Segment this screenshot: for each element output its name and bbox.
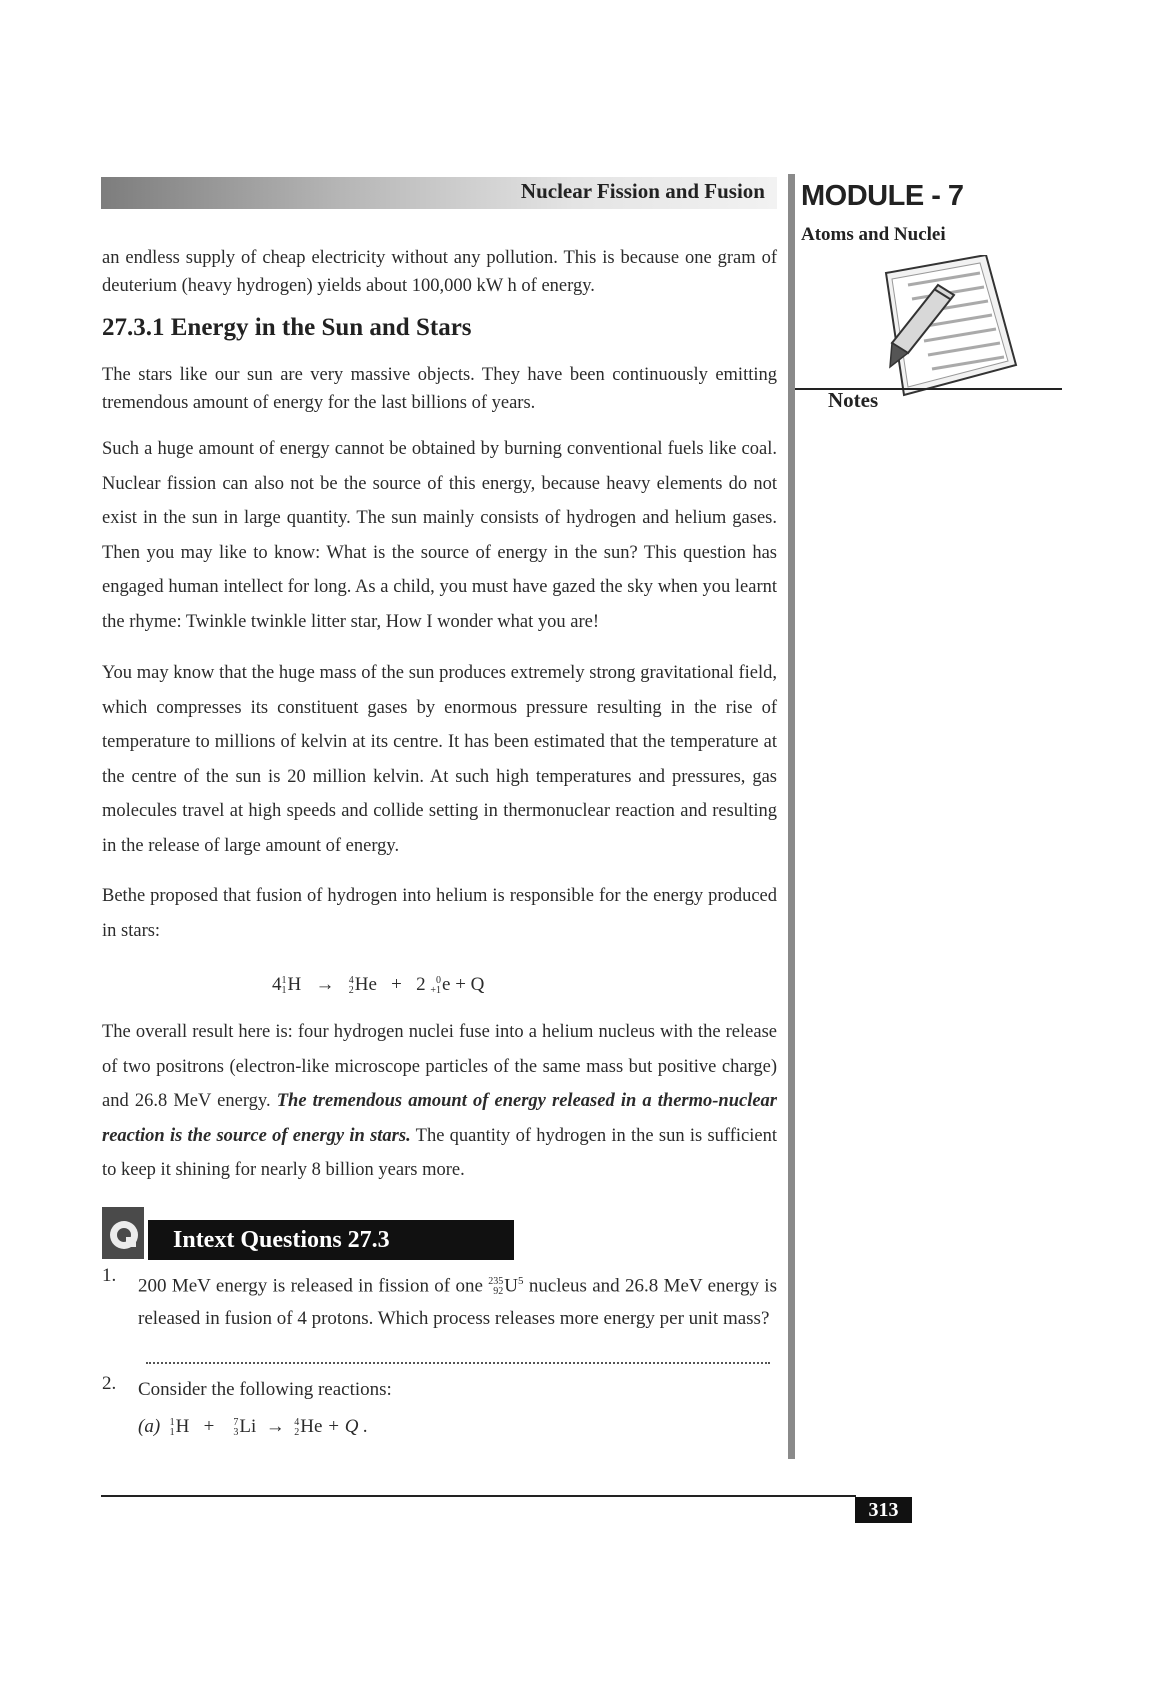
question-2-number: 2. — [102, 1373, 117, 1394]
module-subtitle: Atoms and Nuclei — [801, 224, 946, 245]
paragraph-2: Such a huge amount of energy cannot be obtained by burning conventional fuels like coal. Nuclear fission can also not be the source of this energy, because heavy elements do not exist in the sun in large quantity. The sun mainly consists of hydrogen and helium gases. Then you may like to know: What is the source of energy in the sun? This question has engaged human intellect for long. As a child, you must have gazed the sky when you learnt the rhyme: Twinkle twinkle litter star, How I wonder what you are! — [102, 439, 777, 632]
paragraph-5: The overall result here is: four hydrogen nuclei fuse into a helium nucleus with the release of two positrons (electron-like microscope particles of the same mass but positive charge) and 26.8 MeV energy. The tremendous amount of energy released in a thermo-nuclear reaction is the source of energy in stars. The quantity of hydrogen in the sun is sufficient to keep it shining for nearly 8 billion years more. — [102, 1022, 777, 1181]
footer-rule — [101, 1495, 856, 1497]
paragraph-3: You may know that the huge mass of the sun produces extremely strong gravitational field, which compresses its constituent gases by enormous pressure resulting in the rise of temperature to millions of kelvin at its centre. It has been estimated that the temperature at the centre of the sun is 20 million kelvin. At such high temperatures and pressures, gas molecules travel at high speeds and collide setting in thermonuclear reaction and resulting in the release of large amount of energy. — [102, 663, 777, 856]
emphasis-text: The tremendous amount of energy released in a thermo-nuclear reaction is the source of energy in stars. — [102, 1091, 777, 1146]
module-title: MODULE - 7 — [801, 180, 964, 212]
answer-line[interactable] — [146, 1362, 770, 1364]
question-icon — [102, 1207, 144, 1259]
running-header — [101, 177, 777, 209]
question-2: Consider the following reactions: — [138, 1379, 392, 1400]
notes-label: Notes — [828, 388, 879, 412]
margin-divider — [788, 174, 795, 1459]
notes-pencil-icon — [868, 255, 1028, 415]
intro-paragraph: an endless supply of cheap electricity without any pollution. This is because one gram of deuterium (heavy hydrogen) yields about 100,000 kW h of energy. — [102, 248, 777, 296]
question-1-number: 1. — [102, 1265, 117, 1286]
fusion-equation: 4 1 1 H → 4 2 He + 2 0 +1 e + Q — [272, 974, 485, 996]
running-header-title: Nuclear Fission and Fusion — [520, 179, 765, 203]
intext-questions-title: Intext Questions 27.3 — [148, 1220, 514, 1260]
paragraph-1: The stars like our sun are very massive objects. They have been continuously emitting tremendous amount of energy for the last billions of years. — [102, 365, 777, 413]
question-1: 200 MeV energy is released in fission of one 235 92 $U^5$ nucleus and 26.8 MeV energy is released in fusion of 4 protons. Which process releases more energy per unit mass? — [138, 1275, 777, 1330]
page-number: 313 — [855, 1497, 912, 1523]
paragraph-4: Bethe proposed that fusion of hydrogen into helium is responsible for the energy produced in stars: — [102, 886, 777, 941]
section-heading: 27.3.1 Energy in the Sun and Stars — [102, 314, 472, 341]
question-2a: (a) 1 1 H + 7 3 Li → 4 2 He + Q . — [138, 1416, 368, 1438]
